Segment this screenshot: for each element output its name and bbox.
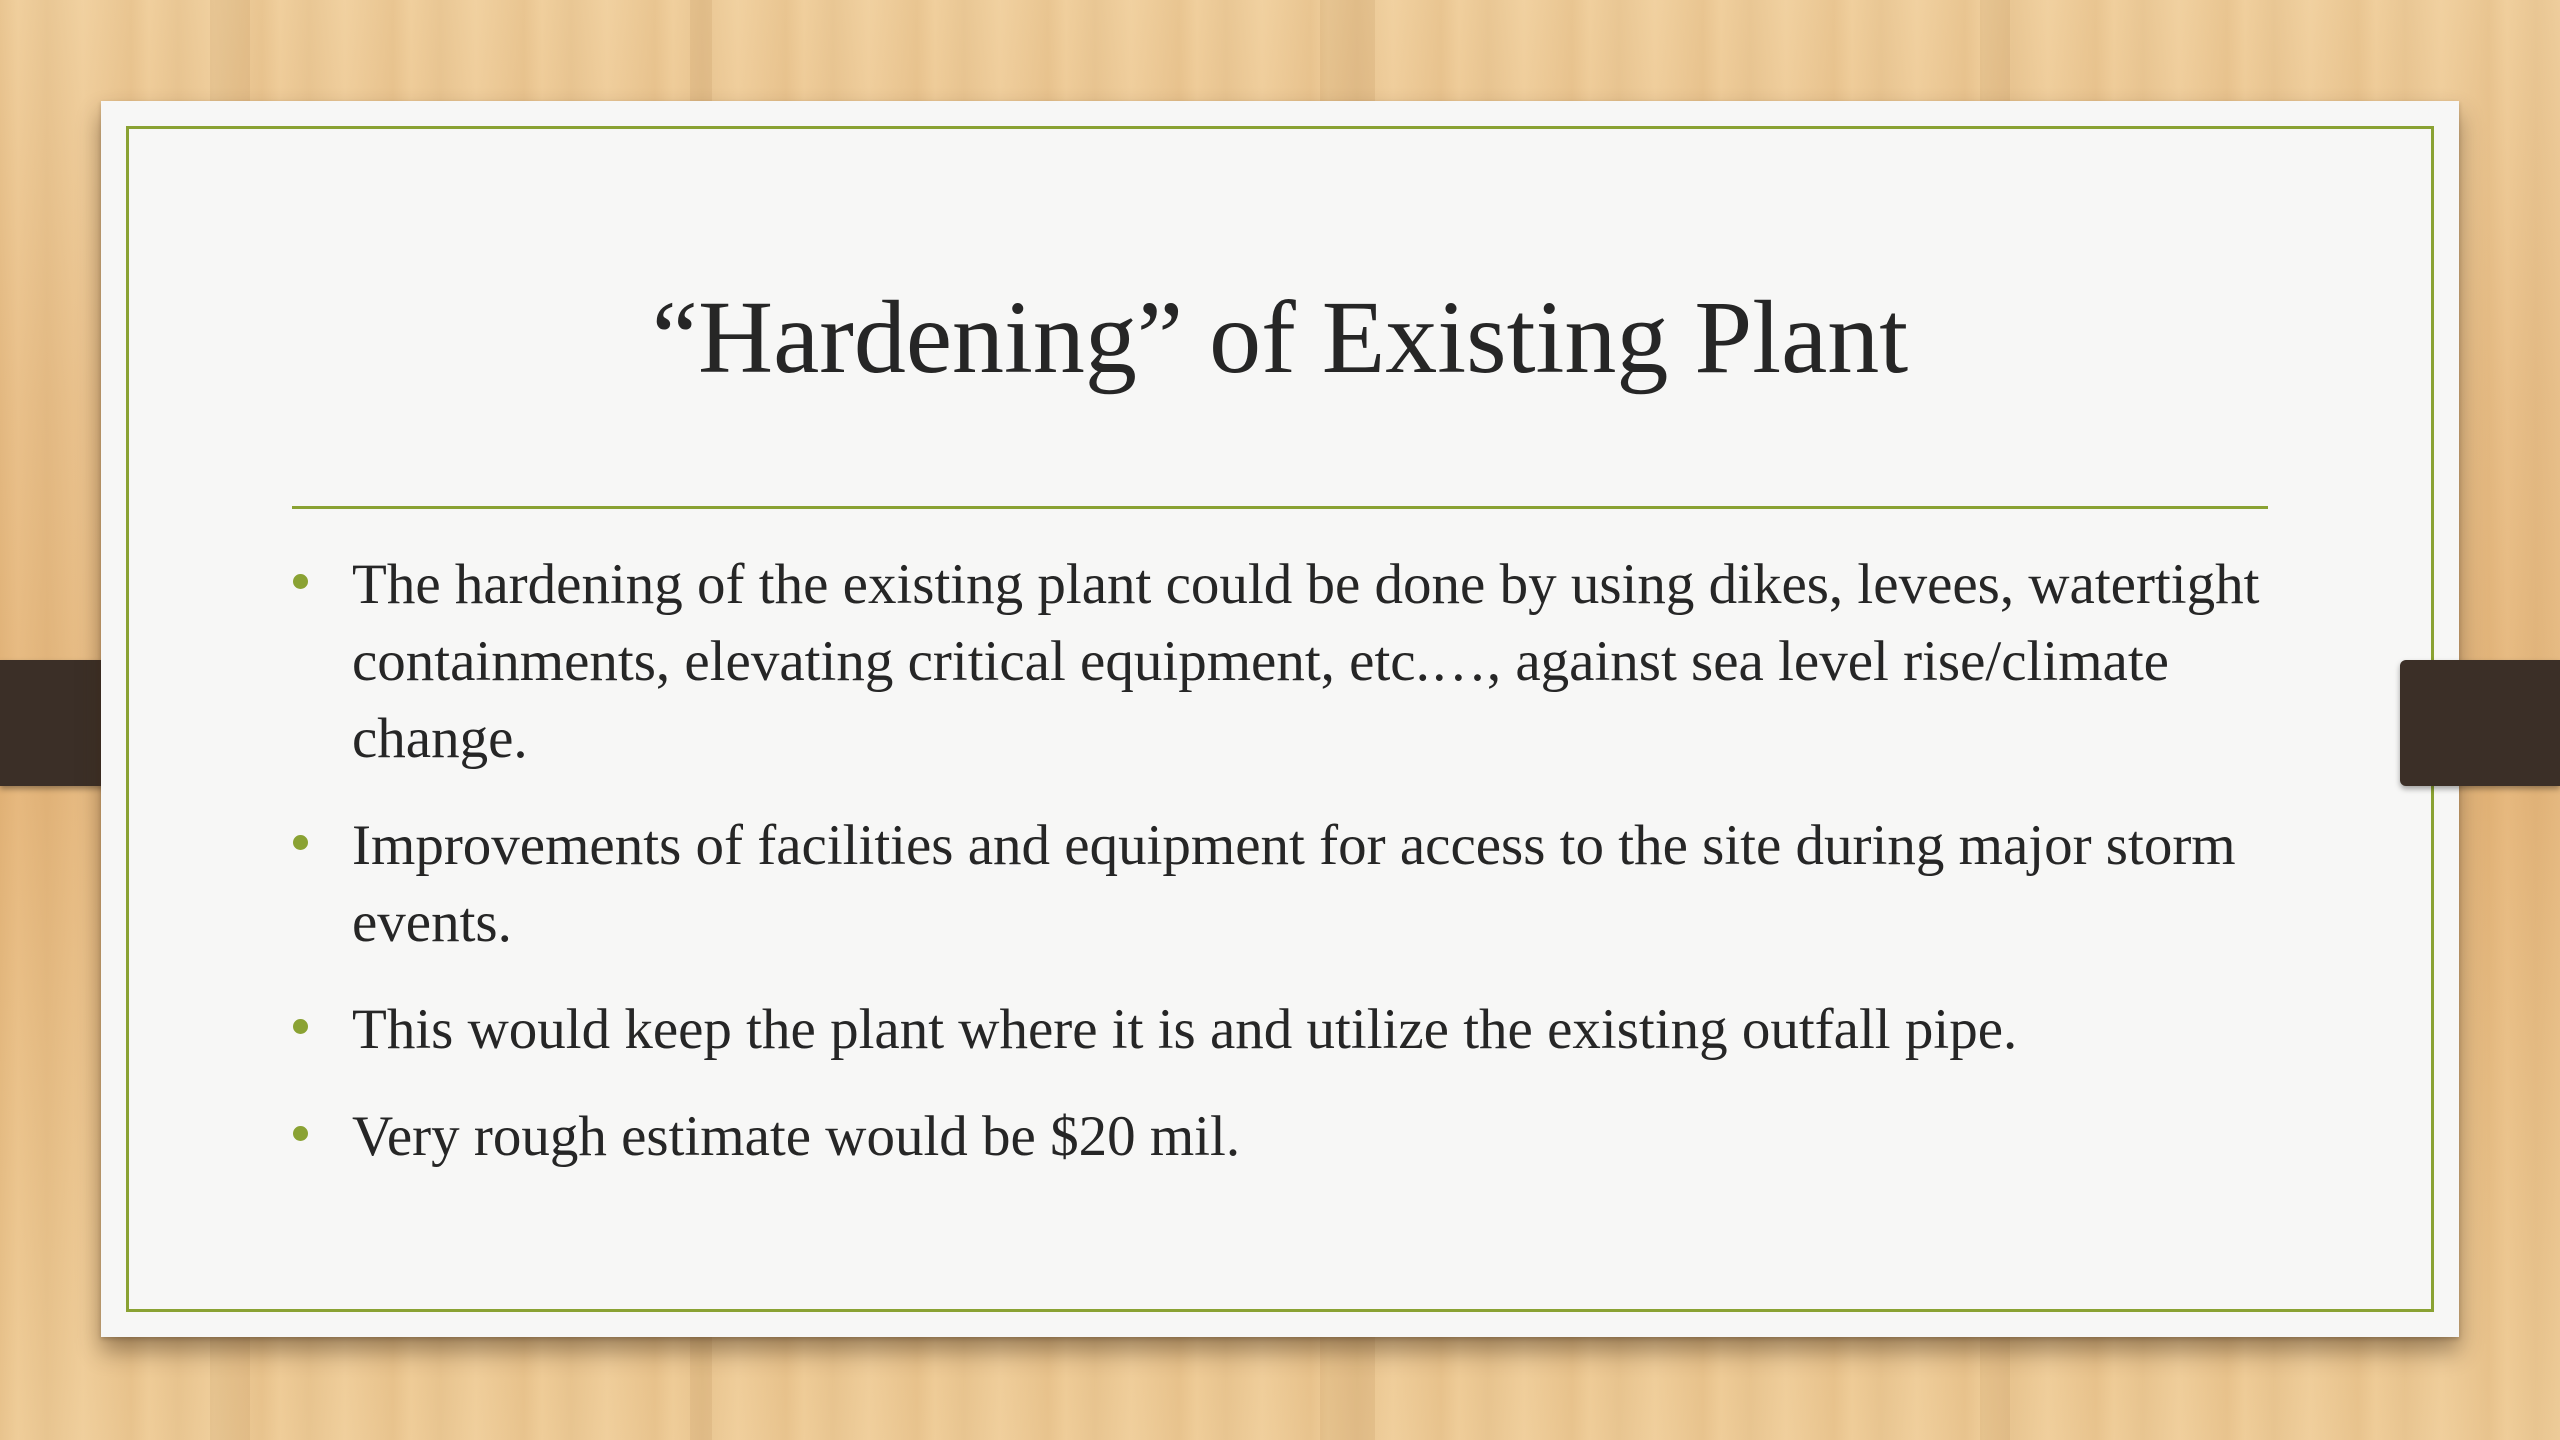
bullet-item — [291, 807, 2281, 961]
bullet-text: This would keep the plant where it is and utilize the existing outfall pipe. — [352, 998, 2018, 1061]
slide-paper — [101, 101, 2459, 1337]
bullet-list — [291, 546, 2281, 1205]
bullet-text: The hardening of the existing plant could be done by using dikes, levees, watertight containments, elevating critical equipment, etc.…, against sea level rise/climate change. — [352, 553, 2260, 770]
bullet-dot-icon — [293, 835, 308, 850]
bullet-text: Very rough estimate would be $20 mil. — [352, 1105, 1241, 1168]
bullet-dot-icon — [293, 1019, 308, 1034]
bullet-item — [291, 546, 2281, 777]
right-binder-clip — [2400, 660, 2560, 786]
bullet-item — [291, 1098, 2281, 1175]
title-divider — [292, 506, 2268, 509]
bullet-dot-icon — [293, 1126, 308, 1141]
bullet-dot-icon — [293, 574, 308, 589]
bullet-item — [291, 991, 2281, 1068]
bullet-text: Improvements of facilities and equipment for access to the site during major storm events. — [352, 814, 2236, 954]
slide-title: “Hardening” of Existing Plant — [651, 280, 1909, 395]
